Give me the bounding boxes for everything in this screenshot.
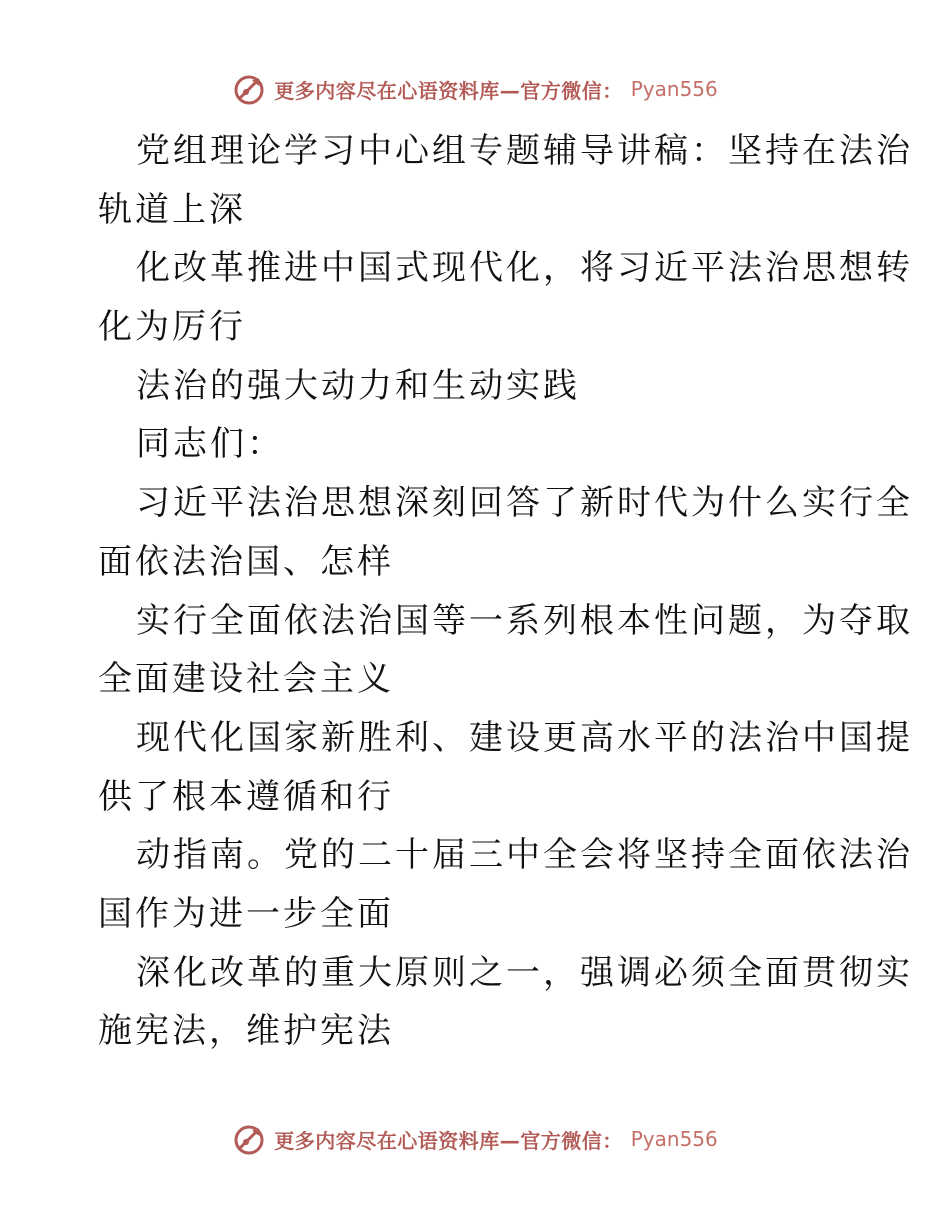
doc-line: 实行全面依法治国等一系列根本性问题，为夺取 bbox=[136, 600, 913, 641]
doc-line: 全面建设社会主义 bbox=[98, 659, 394, 700]
doc-line: 动指南。党的二十届三中全会将坚持全面依法治 bbox=[136, 835, 913, 876]
doc-line: 同志们： bbox=[136, 424, 284, 465]
doc-line: 供了根本遵循和行 bbox=[98, 776, 394, 817]
doc-line: 施宪法，维护宪法 bbox=[98, 1011, 394, 1052]
doc-line: 习近平法治思想深刻回答了新时代为什么实行全 bbox=[136, 483, 913, 524]
doc-line: 党组理论学习中心组专题辅导讲稿：坚持在法治 bbox=[136, 131, 913, 171]
header-watermark bbox=[0, 72, 950, 106]
document-body bbox=[98, 122, 913, 1061]
doc-line: 面依法治国、怎样 bbox=[98, 541, 394, 582]
footer-watermark bbox=[0, 1122, 950, 1156]
watermark-text: 更多内容尽在心语资料库—官方微信： bbox=[274, 1128, 623, 1153]
watermark-text: 更多内容尽在心语资料库—官方微信： bbox=[274, 78, 623, 103]
doc-line: 化改革推进中国式现代化，将习近平法治思想转 bbox=[136, 248, 913, 289]
doc-line: 深化改革的重大原则之一，强调必须全面贯彻实 bbox=[136, 952, 913, 993]
quill-seal-icon bbox=[232, 72, 266, 106]
doc-line: 轨道上深 bbox=[98, 189, 246, 230]
doc-line: 现代化国家新胜利、建设更高水平的法治中国提 bbox=[136, 717, 913, 758]
quill-seal-icon bbox=[232, 1122, 266, 1156]
doc-line: 化为厉行 bbox=[98, 307, 246, 348]
doc-line: 法治的强大动力和生动实践 bbox=[136, 365, 580, 406]
watermark-account: Pyan556 bbox=[630, 1127, 718, 1151]
watermark-account: Pyan556 bbox=[630, 77, 718, 101]
doc-line: 国作为进一步全面 bbox=[98, 893, 394, 934]
